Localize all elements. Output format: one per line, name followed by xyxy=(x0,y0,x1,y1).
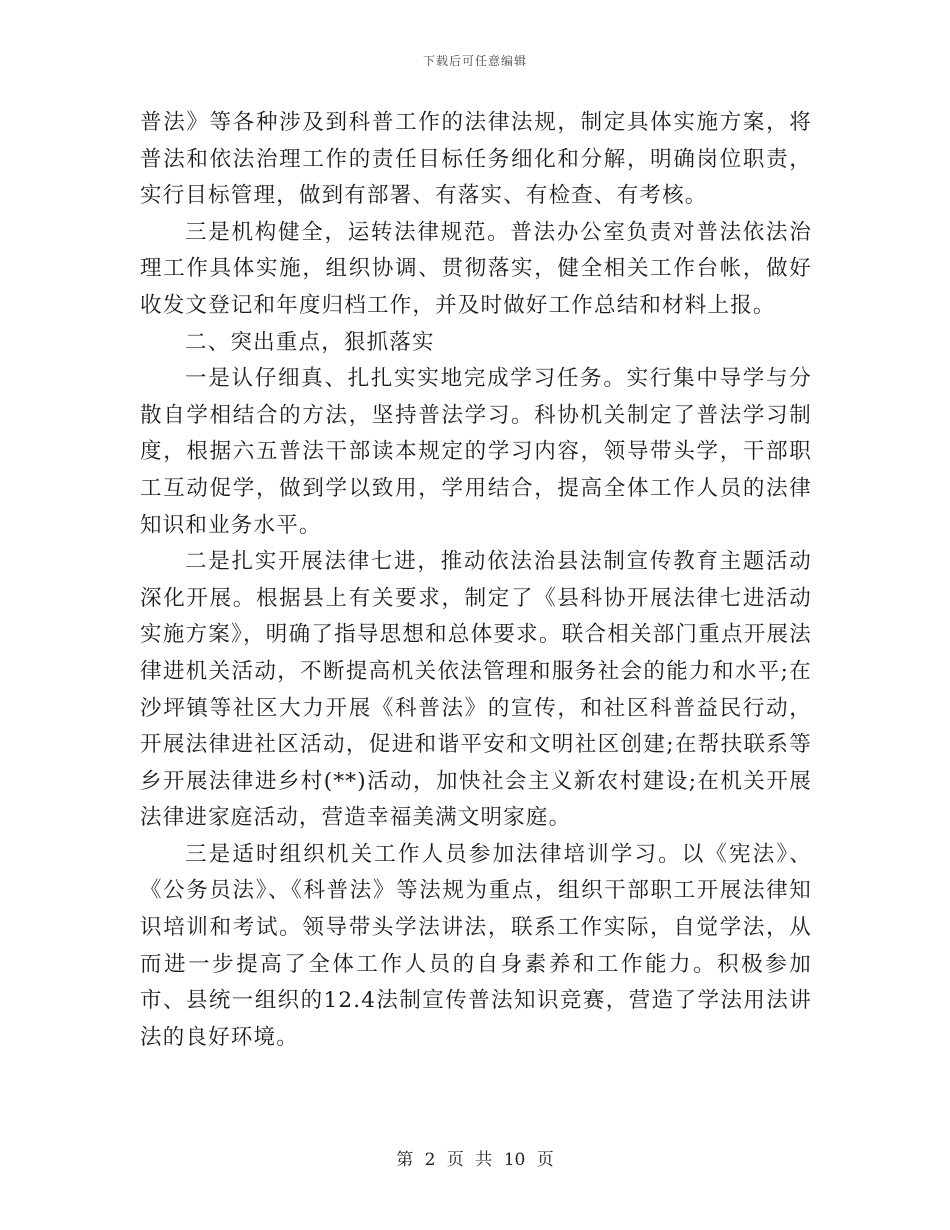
paragraph-study-tasks: 一是认仔细真、扎扎实实地完成学习任务。实行集中导学与分散自学相结合的方法，坚持普法学习。科协机关制定了普法学习制度，根据六五普法干部读本规定的学习内容，领导带头学，干部职工互动促学，做到学以致用，学用结合，提高全体工作人员的法律知识和业务水平。 xyxy=(140,366,812,538)
section-heading: 二、突出重点，狠抓落实 xyxy=(185,329,435,355)
document-body xyxy=(140,105,812,1056)
page-number: 第 2 页 共 10 页 xyxy=(396,1150,554,1170)
page-header: 下载后可任意编辑 xyxy=(422,54,527,68)
paragraph-law-training: 三是适时组织机关工作人员参加法律培训学习。以《宪法》、《公务员法》、《科普法》等法规为重点，组织干部职工开展法律知识培训和考试。领导带头学法讲法，联系工作实际，自觉学法，从而进一步提高了全体工作人员的自身素养和工作能力。积极参加市、县统一组织的12.4法制宣传普法知识竞赛，营造了学法用法讲法的良好环境。 xyxy=(140,841,812,1050)
paragraph-institution: 三是机构健全，运转法律规范。普法办公室负责对普法依法治理工作具体实施，组织协调、贯彻落实，健全相关工作台帐，做好收发文登记和年度归档工作，并及时做好工作总结和材料上报。 xyxy=(140,219,812,318)
paragraph-continuation: 普法》等各种涉及到科普工作的法律法规，制定具体实施方案，将普法和依法治理工作的责任目标任务细化和分解，明确岗位职责，实行目标管理，做到有部署、有落实、有检查、有考核。 xyxy=(140,110,812,209)
paragraph-law-seven-entries: 二是扎实开展法律七进，推动依法治县法制宣传教育主题活动深化开展。根据县上有关要求，制定了《县科协开展法律七进活动实施方案》，明确了指导思想和总体要求。联合相关部门重点开展法律进机关活动，不断提高机关依法管理和服务社会的能力和水平;在沙坪镇等社区大力开展《科普法》的宣传，和社区科普益民行动，开展法律进社区活动，促进和谐平安和文明社区创建;在帮扶联系等乡开展法律进乡村(**)活动，加快社会主义新农村建设;在机关开展法律进家庭活动，营造幸福美满文明家庭。 xyxy=(140,549,812,831)
